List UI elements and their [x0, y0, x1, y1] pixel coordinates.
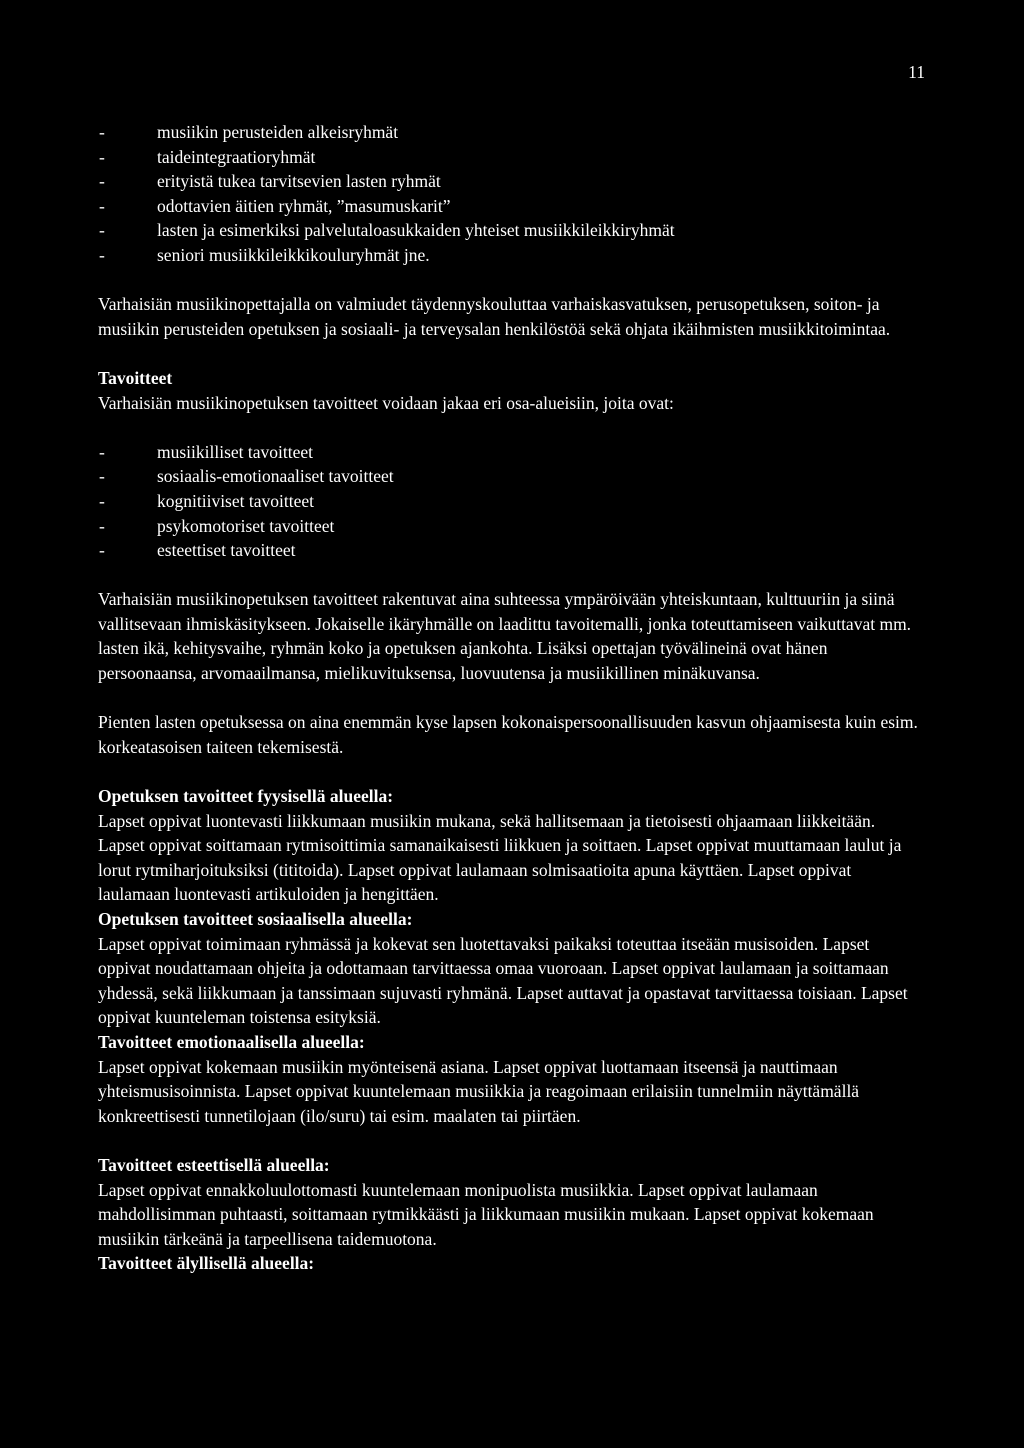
- section-body-social: Lapset oppivat toimimaan ryhmässä ja kokevat sen luotettavaksi paikaksi toteuttaa itseään musisoiden. Lapset oppivat noudattamaan ohjeita ja odottamaan tarvittaessa omaa vuoroaan. Lapset oppivat laulamaan ja soittamaan yhdessä, sekä liikkumaan ja tanssimaan sujuvasti ryhmänä. Lapset auttavat ja opastavat tarvittaessa toisiaan. Lapset oppivat kuunteleman toistensa esityksiä.: [98, 933, 908, 1028]
- section-heading-emotional: Tavoitteet emotionaalisella alueella:: [98, 1031, 365, 1052]
- list-item: - sosiaalis-emotionaaliset tavoitteet: [98, 464, 918, 489]
- goal-areas-list: [98, 440, 918, 563]
- paragraph-small-children: Pienten lasten opetuksessa on aina enemmän kyse lapsen kokonaispersoonallisuuden kasvun ohjaamisesta kuin esim. korkeatasoisen taiteen tekemisestä.: [98, 712, 918, 757]
- list-item: - lasten ja esimerkiksi palvelutaloasukkaiden yhteiset musiikkileikkiryhmät: [98, 218, 918, 243]
- list-item: - musiikin perusteiden alkeisryhmät: [98, 120, 918, 145]
- spacer: [98, 268, 918, 293]
- spacer: [98, 563, 918, 588]
- paragraph-teacher-qualifications: Varhaisiän musiikinopettajalla on valmiudet täydennyskouluttaa varhaiskasvatuksen, perusopetuksen, soiton- ja musiikin perusteiden opetuksen ja sosiaali- ja terveysalan henkilöstöä sekä ohjata ikäihmisten musiikkitoimintaa.: [98, 294, 891, 339]
- section-heading-intellectual: Tavoitteet älyllisellä alueella:: [98, 1253, 315, 1274]
- list-item: - seniori musiikkileikkikouluryhmät jne.: [98, 243, 918, 268]
- page-number: 11: [908, 62, 925, 82]
- paragraph-goals-intro: Varhaisiän musiikinopetuksen tavoitteet voidaan jakaa eri osa-alueisiin, joita ovat:: [98, 392, 674, 413]
- spacer: [98, 341, 918, 366]
- paragraph-goals-context: Varhaisiän musiikinopetuksen tavoitteet rakentuvat aina suhteessa ympäröivään yhteiskuntaan, kulttuuriin ja siinä vallitsevaan ihmiskäsitykseen. Jokaiselle ikäryhmälle on laadittu tavoitemalli, jonka toteuttamiseen vaikuttavat mm. lasten ikä, kehitysvaihe, ryhmän koko ja opetuksen ajankohta. Lisäksi opettajan työvälineinä ovat hänen persoonaansa, arvomaailmansa, mielikuvituksensa, luovuutensa ja musiikillinen minäkuvansa.: [98, 589, 912, 684]
- section-heading-aesthetic: Tavoitteet esteettisellä alueella:: [98, 1154, 330, 1175]
- list-item: - taideintegraatioryhmät: [98, 145, 918, 170]
- list-item: - esteettiset tavoitteet: [98, 538, 918, 563]
- section-heading-goals: Tavoitteet: [98, 367, 173, 388]
- section-body-physical: Lapset oppivat luontevasti liikkumaan musiikin mukana, sekä hallitsemaan ja tietoisesti ohjaamaan liikkeitään. Lapset oppivat soittamaan rytmisoittimia samanaikaisesti liikkuen ja soittaen. Lapset oppivat muuttamaan laulut ja lorut rytmiharjoituksiksi (tititoida). Lapset oppivat laulamaan solmisaatioita apuna käyttäen. Lapset oppivat laulamaan luontevasti artikuloiden ja hengittäen.: [98, 810, 902, 905]
- list-item: - musiikilliset tavoitteet: [98, 440, 918, 465]
- document-body: [98, 120, 918, 1276]
- section-heading-social: Opetuksen tavoitteet sosiaalisella alueella:: [98, 909, 413, 929]
- spacer: [98, 759, 918, 784]
- section-body-emotional: Lapset oppivat kokemaan musiikin myönteisenä asiana. Lapset oppivat luottamaan itseensä ja nauttimaan yhteismusisoinnista. Lapset oppivat kuuntelemaan musiikkia ja reagoimaan erilaisiin tunnelmiin näyttämällä konkreettisesti tunnetilojaan (ilo/suru) tai esim. maalaten tai piirtäen.: [98, 1056, 860, 1126]
- list-item: - kognitiiviset tavoitteet: [98, 489, 918, 514]
- section-heading-physical: Opetuksen tavoitteet fyysisellä alueella:: [98, 786, 394, 807]
- group-types-list: [98, 120, 918, 268]
- list-item: - odottavien äitien ryhmät, ”masumuskarit”: [98, 194, 918, 219]
- list-item: - erityistä tukea tarvitsevien lasten ryhmät: [98, 169, 918, 194]
- list-item: - psykomotoriset tavoitteet: [98, 514, 918, 539]
- spacer: [98, 1128, 918, 1153]
- spacer: [98, 686, 918, 711]
- spacer: [98, 415, 918, 440]
- section-body-aesthetic: Lapset oppivat ennakkoluulottomasti kuuntelemaan monipuolista musiikkia. Lapset oppivat laulamaan mahdollisimman puhtaasti, soittamaan rytmikkäästi ja liikkumaan musiikin mukaan. Lapset oppivat kokemaan musiikin tärkeänä ja tarpeellisena taidemuotona.: [98, 1179, 874, 1249]
